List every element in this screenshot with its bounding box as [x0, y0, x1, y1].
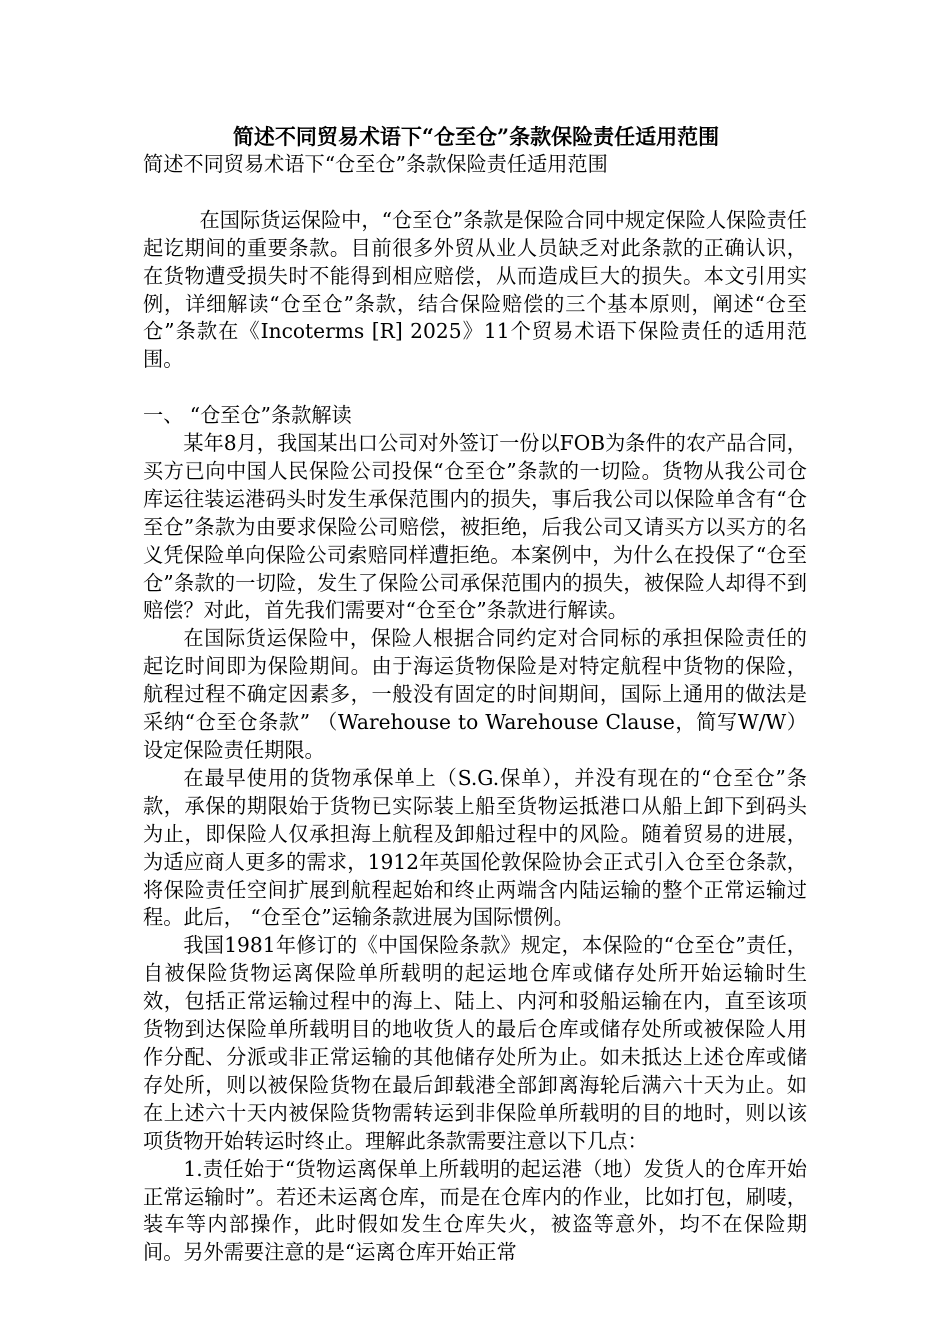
document-body: [143, 151, 807, 1267]
body-paragraph: 在最早使用的货物承保单上（S.G.保单），并没有现在的“仓至仓”条款，承保的期限始于货物已实际装上船至货物运抵港口从船上卸下到码头为止，即保险人仅承担海上航程及卸船过程中的风险。随着贸易的进展，为适应商人更多的需求，1912年英国伦敦保险协会正式引入仓至仓条款，将保险责任空间扩展到航程起始和终止两端含内陆运输的整个正常运输过程。此后， “仓至仓”运输条款进展为国际惯例。: [143, 765, 807, 930]
body-paragraph: 某年8月，我国某出口公司对外签订一份以FOB为条件的农产品合同，买方已向中国人民保险公司投保“仓至仓”条款的一切险。货物从我公司仓库运往装运港码头时发生承保范围内的损失，事后我公司以保险单含有“仓至仓”条款为由要求保险公司赔偿，被拒绝，后我公司又请买方以买方的名义凭保险单向保险公司索赔同样遭拒绝。本案例中，为什么在投保了“仓至仓”条款的一切险，发生了保险公司承保范围内的损失，被保险人却得不到赔偿？对此，首先我们需要对“仓至仓”条款进行解读。: [143, 431, 807, 623]
body-paragraph: 在国际货运保险中，保险人根据合同约定对合同标的承担保险责任的起讫时间即为保险期间。由于海运货物保险是对特定航程中货物的保险，航程过程不确定因素多，一般没有固定的时间期间，国际上通用的做法是采纳“仓至仓条款” （Warehouse to Warehouse Clause，简写W/W）设定保险责任期限。: [143, 626, 807, 762]
blank-line: [143, 374, 807, 402]
blank-line: [143, 179, 807, 207]
body-paragraph: 我国1981年修订的《中国保险条款》规定，本保险的“仓至仓”责任，自被保险货物运离保险单所载明的起运地仓库或储存处所开始运输时生效，包括正常运输过程中的海上、陆上、内河和驳船运输在内，直至该项货物到达保险单所载明目的地收货人的最后仓库或储存处所或被保险人用作分配、分派或非正常运输的其他储存处所为止。如未抵达上述仓库或储存处所，则以被保险货物在最后卸载港全部卸离海轮后满六十天为止。如在上述六十天内被保险货物需转运到非保险单所载明的目的地时，则以该项货物开始转运时终止。理解此条款需要注意以下几点：: [143, 933, 807, 1153]
body-paragraph: 1.责任始于“货物运离保单上所载明的起运港（地）发货人的仓库开始正常运输时”。若还未运离仓库，而是在仓库内的作业，比如打包，刷唛，装车等内部操作，此时假如发生仓库失火，被盗等意外，均不在保险期间。另外需要注意的是“运离仓库开始正常: [143, 1156, 807, 1265]
intro-paragraph: 在国际货运保险中，“仓至仓”条款是保险合同中规定保险人保险责任起讫期间的重要条款。目前很多外贸从业人员缺乏对此条款的正确认识，在货物遭受损失时不能得到相应赔偿，从而造成巨大的损失。本文引用实例，详细解读“仓至仓”条款，结合保险赔偿的三个基本原则，阐述“仓至仓”条款在《Incoterms [R] 2025》11个贸易术语下保险责任的适用范围。: [143, 207, 807, 372]
section-heading: 一、 “仓至仓”条款解读: [143, 403, 352, 428]
document-subtitle: 简述不同贸易术语下“仓至仓”条款保险责任适用范围: [143, 152, 608, 176]
document-title: 简述不同贸易术语下“仓至仓”条款保险责任适用范围: [232, 124, 720, 149]
